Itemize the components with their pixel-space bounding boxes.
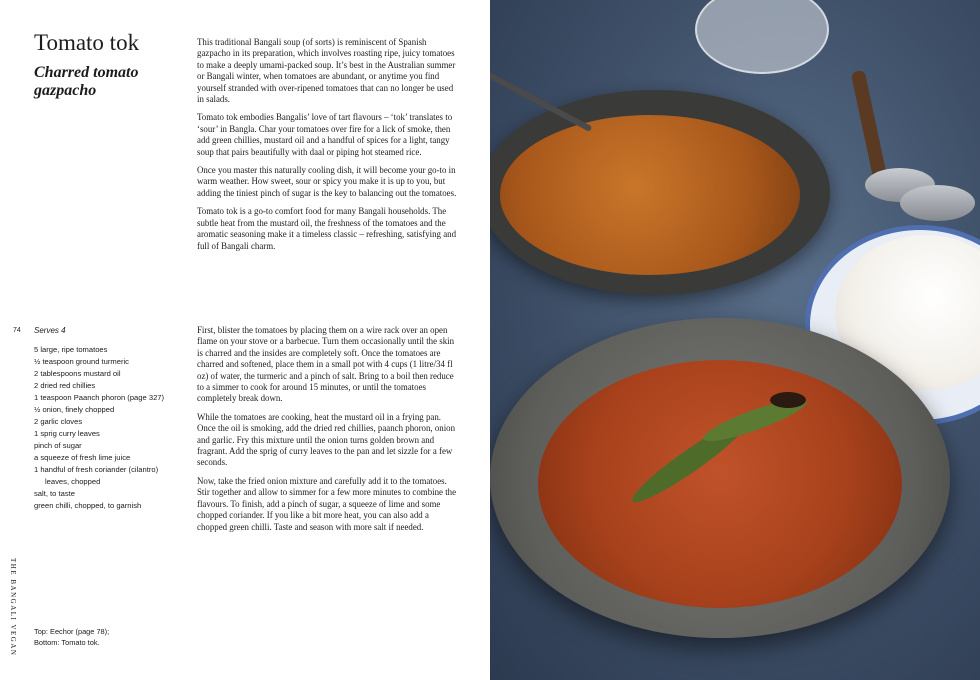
dried-chilli bbox=[770, 392, 806, 408]
ingredient-item: 1 teaspoon Paanch phoron (page 327) bbox=[34, 393, 165, 402]
intro-paragraph: Once you master this naturally cooling dish, it will become your go-to in warm weather. How sweet, sour or spicy you make it is up to you, but adding the tiniest pinch of sugar is the key to balancing out the tomatoes. bbox=[197, 165, 457, 198]
ingredient-item: ½ teaspoon ground turmeric bbox=[34, 357, 129, 366]
ingredient-item: 1 sprig curry leaves bbox=[34, 429, 100, 438]
caption-line: Bottom: Tomato tok. bbox=[34, 638, 100, 647]
method-step: Now, take the fried onion mixture and carefully add it to the tomatoes. Stir together and allow to simmer for a few more minutes to combine the flavours. To finish, add a pinch of sugar, a squeeze of lime and some chopped coriander. If you like a bit more heat, you can also add a chopped green chilli. Taste and season with more salt if needed. bbox=[197, 475, 457, 532]
cutlery-handle bbox=[851, 70, 888, 181]
method-step: While the tomatoes are cooking, heat the mustard oil in a frying pan. Once the oil is smoking, add the dried red chillies, paanch phoron, onion and garlic. Fry this mixture until the onion turns golden brown and fragrant. Add the sprig of curry leaves to the pan and let sizzle for a few seconds. bbox=[197, 411, 456, 468]
curry bbox=[500, 115, 800, 275]
ingredients-list bbox=[34, 344, 194, 512]
method-text bbox=[197, 325, 459, 540]
caption-line: Top: Eechor (page 78); bbox=[34, 627, 110, 636]
ingredient-item: ½ onion, finely chopped bbox=[34, 405, 115, 414]
photo-caption bbox=[34, 626, 109, 648]
page-number: 74 bbox=[13, 327, 21, 334]
ingredient-item: salt, to taste bbox=[34, 489, 75, 498]
food-photo bbox=[490, 0, 980, 680]
intro-paragraph: This traditional Bangali soup (of sorts) is reminiscent of Spanish gazpacho in its preparation, which involves roasting ripe, juicy tomatoes to make a deeply umami-packed soup. It’s best in the Australian summer or Bangali winter, when tomatoes are abundant, or anytime you find yourself stranded with over-ripened tomatoes that can no longer be used in salads. bbox=[197, 37, 456, 105]
ingredient-item: 2 tablespoons mustard oil bbox=[34, 369, 121, 378]
recipe-title: Tomato tok bbox=[34, 30, 140, 55]
running-head: THE BANGALI VEGAN bbox=[9, 558, 17, 657]
ingredient-item: 1 handful of fresh coriander (cilantro) bbox=[34, 465, 159, 474]
ingredient-item: 2 garlic cloves bbox=[34, 417, 83, 426]
ingredient-item: pinch of sugar bbox=[34, 441, 82, 450]
ingredient-item: green chilli, chopped, to garnish bbox=[34, 501, 142, 510]
ingredient-item: 5 large, ripe tomatoes bbox=[34, 345, 108, 354]
tomato-soup bbox=[538, 360, 902, 608]
intro-paragraph: Tomato tok is a go-to comfort food for many Bangali households. The subtle heat from the mustard oil, the freshness of the tomatoes and the aromatic seasoning make it a timeless classic – refreshing, satisfying and full of Bangali charm. bbox=[197, 206, 457, 251]
intro-text bbox=[197, 37, 459, 259]
ingredient-item: 2 dried red chillies bbox=[34, 381, 96, 390]
spoon-head bbox=[900, 185, 975, 221]
ingredient-item: leaves, chopped bbox=[45, 477, 101, 486]
ingredient-item: a squeeze of fresh lime juice bbox=[34, 453, 131, 462]
recipe-subtitle: Charred tomato gazpacho bbox=[34, 64, 139, 99]
method-step: First, blister the tomatoes by placing them on a wire rack over an open flame on your stove or a barbecue. Turn them occasionally until the skin is charred and the insides are completely soft. Once the tomatoes are charred and softened, place them in a small pot with 4 cups (1 litre/34 fl oz) of water, the turmeric and a pinch of salt. Bring to a boil then reduce to a simmer to cook for around 15 minutes, or until the tomatoes completely break down. bbox=[197, 325, 455, 404]
intro-paragraph: Tomato tok embodies Bangalis’ love of tart flavours – ‘tok’ translates to ‘sour’ in Bangla. Char your tomatoes over fire for a lick of smoke, then add green chillies, mustard oil and a handful of spices for a light, tangy soup that pairs beautifully with daal or piping hot steamed rice. bbox=[197, 112, 453, 157]
serves-label: Serves 4 bbox=[34, 326, 66, 335]
glass-bowl bbox=[695, 0, 829, 74]
